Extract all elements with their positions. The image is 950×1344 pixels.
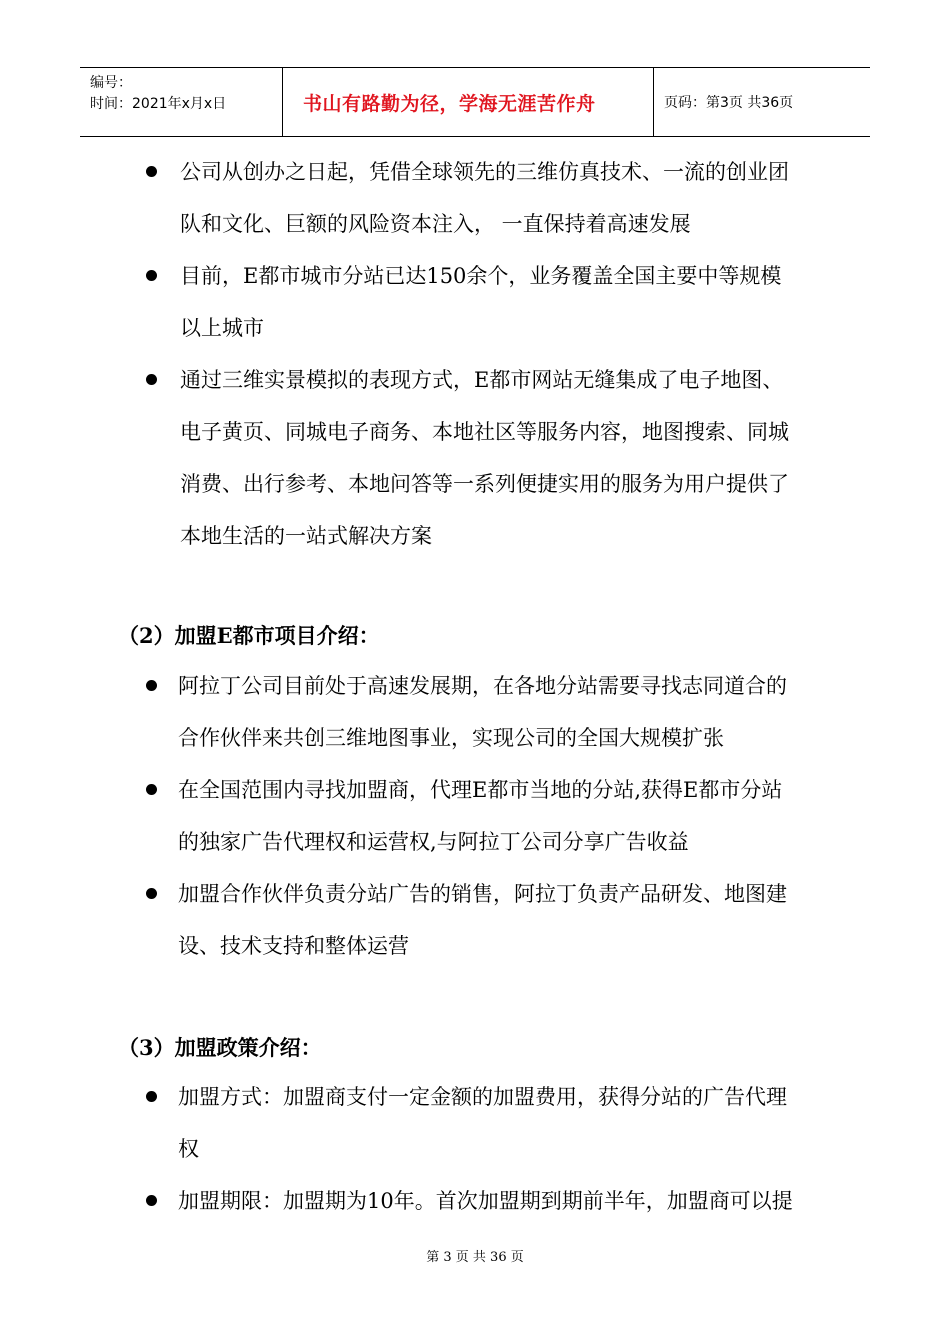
- bullet-line: 设、技术支持和整体运营: [178, 934, 409, 958]
- section-2: [0, 660, 950, 972]
- bullet-line: 加盟方式：加盟商支付一定金额的加盟费用，获得分站的广告代理: [178, 1085, 787, 1109]
- section-3-heading: （3）加盟政策介绍：: [118, 1035, 322, 1060]
- bullet-dot: [146, 784, 157, 795]
- bullet-item: [0, 764, 858, 868]
- bullet-line: 通过三维实景模拟的表现方式，E都市网站无缝集成了电子地图、: [180, 368, 784, 392]
- bullet-line: 加盟期限：加盟期为10年。首次加盟期到期前半年，加盟商可以提: [178, 1189, 793, 1213]
- bullet-item: [0, 146, 860, 250]
- header-number-label: 编号：: [90, 75, 132, 91]
- page-footer: 第 3 页 共 36 页: [426, 1250, 524, 1265]
- bullet-line: 以上城市: [180, 316, 264, 340]
- section-2-heading: （2）加盟E都市项目介绍：: [118, 623, 380, 648]
- bullet-line: 加盟合作伙伴负责分站广告的销售，阿拉丁负责产品研发、地图建: [178, 882, 787, 906]
- bullet-line: 阿拉丁公司目前处于高速发展期，在各地分站需要寻找志同道合的: [178, 674, 787, 698]
- bullet-item: [0, 354, 860, 562]
- bullet-dot: [146, 680, 157, 691]
- bullet-line: 电子黄页、同城电子商务、本地社区等服务内容，地图搜索、同城: [180, 420, 789, 444]
- header-meta: [80, 68, 282, 136]
- bullet-dot: [146, 270, 157, 281]
- bullet-line: 权: [178, 1137, 199, 1161]
- bullet-line: 的独家广告代理权和运营权,与阿拉丁公司分享广告收益: [178, 830, 689, 854]
- bullet-line: 本地生活的一站式解决方案: [180, 524, 432, 548]
- bullet-line: 公司从创办之日起，凭借全球领先的三维仿真技术、一流的创业团: [180, 160, 789, 184]
- bullet-dot: [146, 1091, 157, 1102]
- bullet-line: 合作伙伴来共创三维地图事业，实现公司的全国大规模扩张: [178, 726, 724, 750]
- section-1: [0, 146, 950, 562]
- bullet-dot: [146, 888, 157, 899]
- bullet-line: 在全国范围内寻找加盟商，代理E都市当地的分站,获得E都市分站: [178, 778, 783, 802]
- section-3: [0, 1071, 950, 1227]
- bullet-dot: [146, 166, 157, 177]
- bullet-item: [0, 868, 858, 972]
- page-header: [80, 67, 870, 137]
- bullet-line: 目前，E都市城市分站已达150余个，业务覆盖全国主要中等规模: [180, 264, 782, 288]
- bullet-item: [0, 1175, 858, 1227]
- header-motto: 书山有路勤为径，学海无涯苦作舟: [282, 68, 654, 136]
- bullet-dot: [146, 374, 157, 385]
- bullet-item: [0, 250, 860, 354]
- header-time-label: 时间：2021年x月x日: [90, 96, 227, 112]
- bullet-item: [0, 660, 858, 764]
- bullet-line: 消费、出行参考、本地问答等一系列便捷实用的服务为用户提供了: [180, 472, 789, 496]
- bullet-item: [0, 1071, 858, 1175]
- bullet-line: 队和文化、巨额的风险资本注入， 一直保持着高速发展: [180, 212, 691, 236]
- bullet-dot: [146, 1195, 157, 1206]
- header-page-info: 页码：第3页 共36页: [664, 95, 794, 111]
